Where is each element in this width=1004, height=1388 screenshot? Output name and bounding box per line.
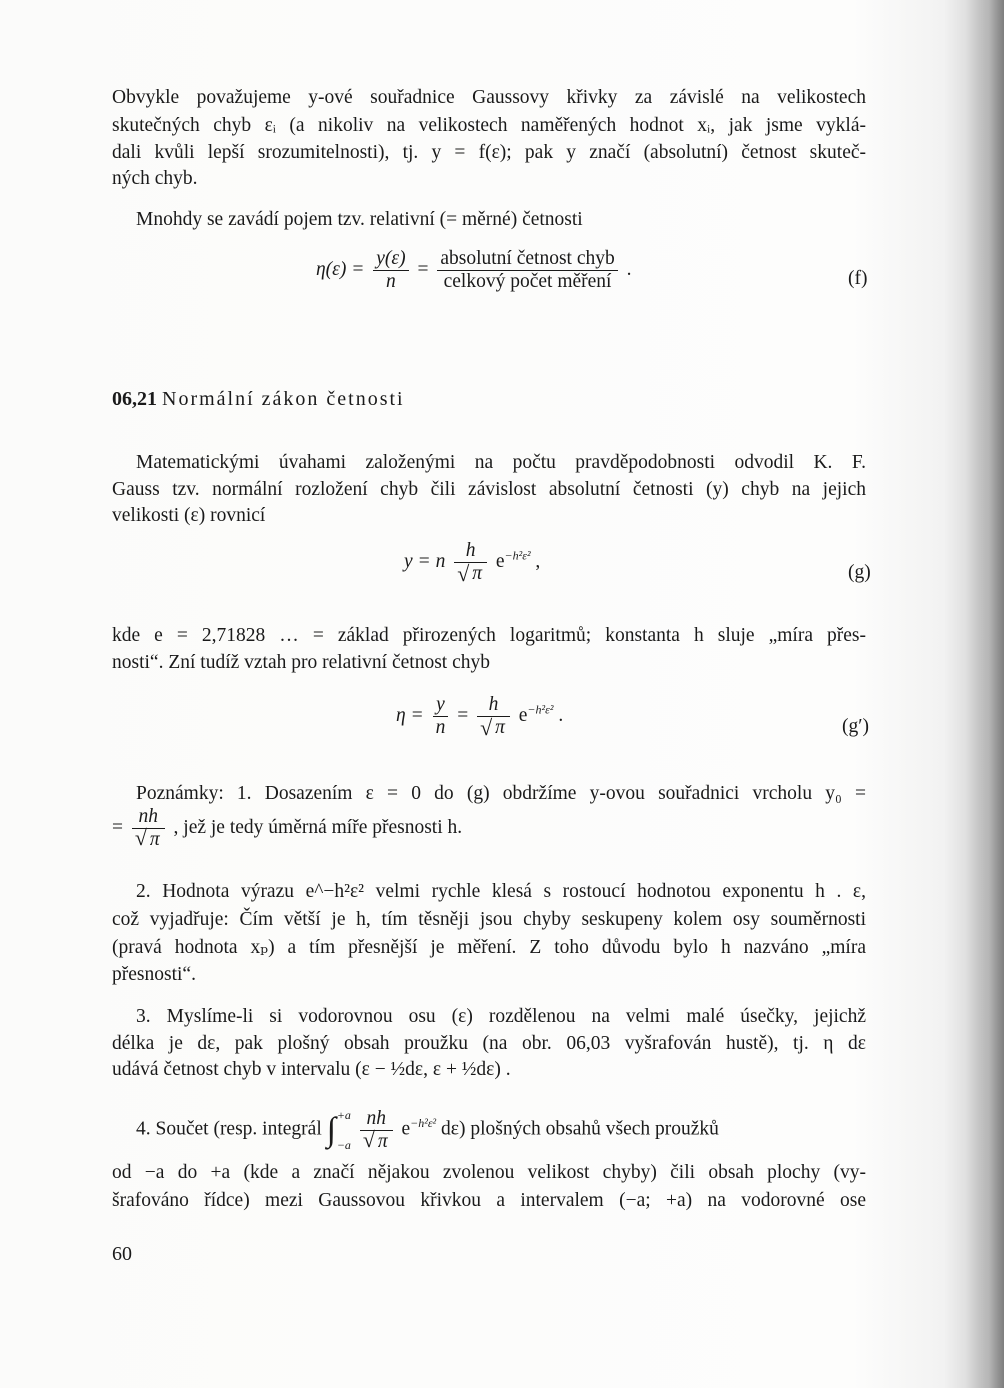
eq-g-lhs: y = n [404,550,446,572]
note4-line-2: od −a do +a (kde a značí nějakou zvolenou velikost chyby) čili obsah plochy (vy- [112,1162,866,1183]
eq-g-exp: e [495,550,505,572]
section-heading [112,386,405,413]
note3-line-1: 3. Myslíme-li si vodorovnou osu (ε) rozdělenou na velmi malé úsečky, jejichž [136,1006,866,1027]
p1-line-4: ných chyb. [112,168,198,189]
note1-equals: = [112,816,123,838]
eq-f-den2: celkový počet měření [443,271,612,292]
eq-f-num1: y(ε) [373,248,408,271]
eq-f-lhs: η(ε) = [316,258,365,280]
p3-line-2: Gauss tzv. normální rozložení chyb čili závislost absolutní četnosti (y) chyb na jejich [112,479,866,500]
note1-den: π [149,829,160,850]
note4-line-1 [136,1100,866,1160]
eq-f-den1: n [386,271,396,292]
note2-line-4: přesnosti“. [112,964,196,985]
p1-line-3: dali kvůli lepší srozumitelnosti), tj. y = f(ε); pak y značí (absolutní) četnost skuteč- [112,142,866,163]
p4-line-2: nosti“. Zní tudíž vztah pro relativní četnost chyb [112,652,490,673]
note4-frac [360,1108,393,1153]
note4-integral: ∫ [326,1111,336,1149]
eq-f-label: (f) [848,268,868,289]
note1-line-1: Poznámky: 1. Dosazením ε = 0 do (g) obdržíme y-ovou souřadnici vrcholu y₀ = [136,783,866,804]
eq-g-end: , [535,550,541,572]
eq-g-frac [454,540,487,585]
note4-lower: −a [336,1138,351,1152]
p1-line-2: skutečných chyb εᵢ (a nikoliv na velikostech naměřených hodnot xᵢ, jak jsme vyklá- [112,115,866,136]
p2-text: Mnohdy se zavádí pojem tzv. relativní (= měrné) četnosti [136,209,583,230]
eq-g2-equals: = [457,704,469,726]
eq-g2-num2: h [477,694,510,717]
equation-f [316,248,631,293]
p1-line-1: Obvykle považujeme y-ové souřadnice Gaussovy křivky za závislé na velikostech [112,87,866,108]
eq-f-end: . [626,258,632,280]
note1-post: , jež je tedy úměrná míře přesnosti h. [173,816,463,838]
note4-sup: −h²ε² [410,1115,437,1130]
note4-upper: +a [336,1108,351,1122]
note2-line-3: (pravá hodnota xₚ) a tím přesnější je měření. Z toho důvodu bylo h nazváno „míra [112,937,866,958]
note4-line-3: šrafováno řídce) mezi Gaussovou křivkou a intervalem (−a; +a) na vodorovné ose [112,1190,866,1211]
eq-f-frac1 [373,248,408,293]
equation-g [404,540,540,585]
note4-post: plošných obsahů všech proužků [470,1118,719,1140]
note3-line-3: udává četnost chyb v intervalu (ε − ½dε, ε + ½dε) . [112,1059,511,1080]
eq-g-label: (g) [848,562,871,583]
note3-line-2: délka je dε, pak plošný obsah proužku (na obr. 06,03 vyšrafován hustě), tj. η dε [112,1033,866,1054]
note4-num: nh [360,1108,393,1131]
eq-f-equals: = [417,258,429,280]
eq-f-frac2 [437,248,617,293]
note2-line-1: 2. Hodnota výrazu e^−h²ε² velmi rychle klesá s rostoucí hodnotou exponentu h . ε, [136,881,866,902]
eq-g2-num1: y [433,694,449,717]
note1-frac [132,806,165,851]
p3-line-1: Matematickými úvahami založenými na počtu pravděpodobnosti odvodil K. F. [136,452,866,473]
eq-g2-den2: π [495,717,505,738]
note4-exp: e [401,1118,411,1140]
note1-line-2 [112,806,462,851]
eq-g-num: h [454,540,487,563]
note4-den: π [377,1130,388,1152]
note2-line-2: což vyjadřuje: Čím větší je h, tím těsněji jsou chyby seskupeny kolem osy souměrnosti [112,909,866,930]
eq-g2-den1: n [435,717,446,738]
note1-num: nh [132,806,165,829]
section-title: Normální zákon četnosti [162,388,405,410]
eq-g2-frac1 [433,694,449,739]
eq-g2-exp: e [518,704,528,726]
eq-g2-lhs: η = [396,704,424,726]
eq-g2-label: (g′) [842,716,870,737]
p3-line-3: velikosti (ε) rovnicí [112,505,266,526]
note4-dx: dε) [441,1118,466,1140]
note4-limits [337,1100,351,1160]
page-gutter-shadow [966,0,1004,1388]
eq-g2-frac2 [477,694,510,739]
eq-g2-end: . [558,704,564,726]
equation-g-prime [396,694,563,739]
eq-g-sup: −h²ε² [504,548,531,563]
eq-g-den: π [472,563,482,584]
eq-g2-sup: −h²ε² [527,702,554,717]
eq-f-num2: absolutní četnost chyb [437,248,617,271]
page-number: 60 [112,1243,132,1265]
p4-line-1: kde e = 2,71828 … = základ přirozených logaritmů; konstanta h sluje „míra přes- [112,625,866,646]
note4-pre: 4. Součet (resp. integrál [136,1118,322,1140]
section-number: 06,21 [112,388,157,410]
